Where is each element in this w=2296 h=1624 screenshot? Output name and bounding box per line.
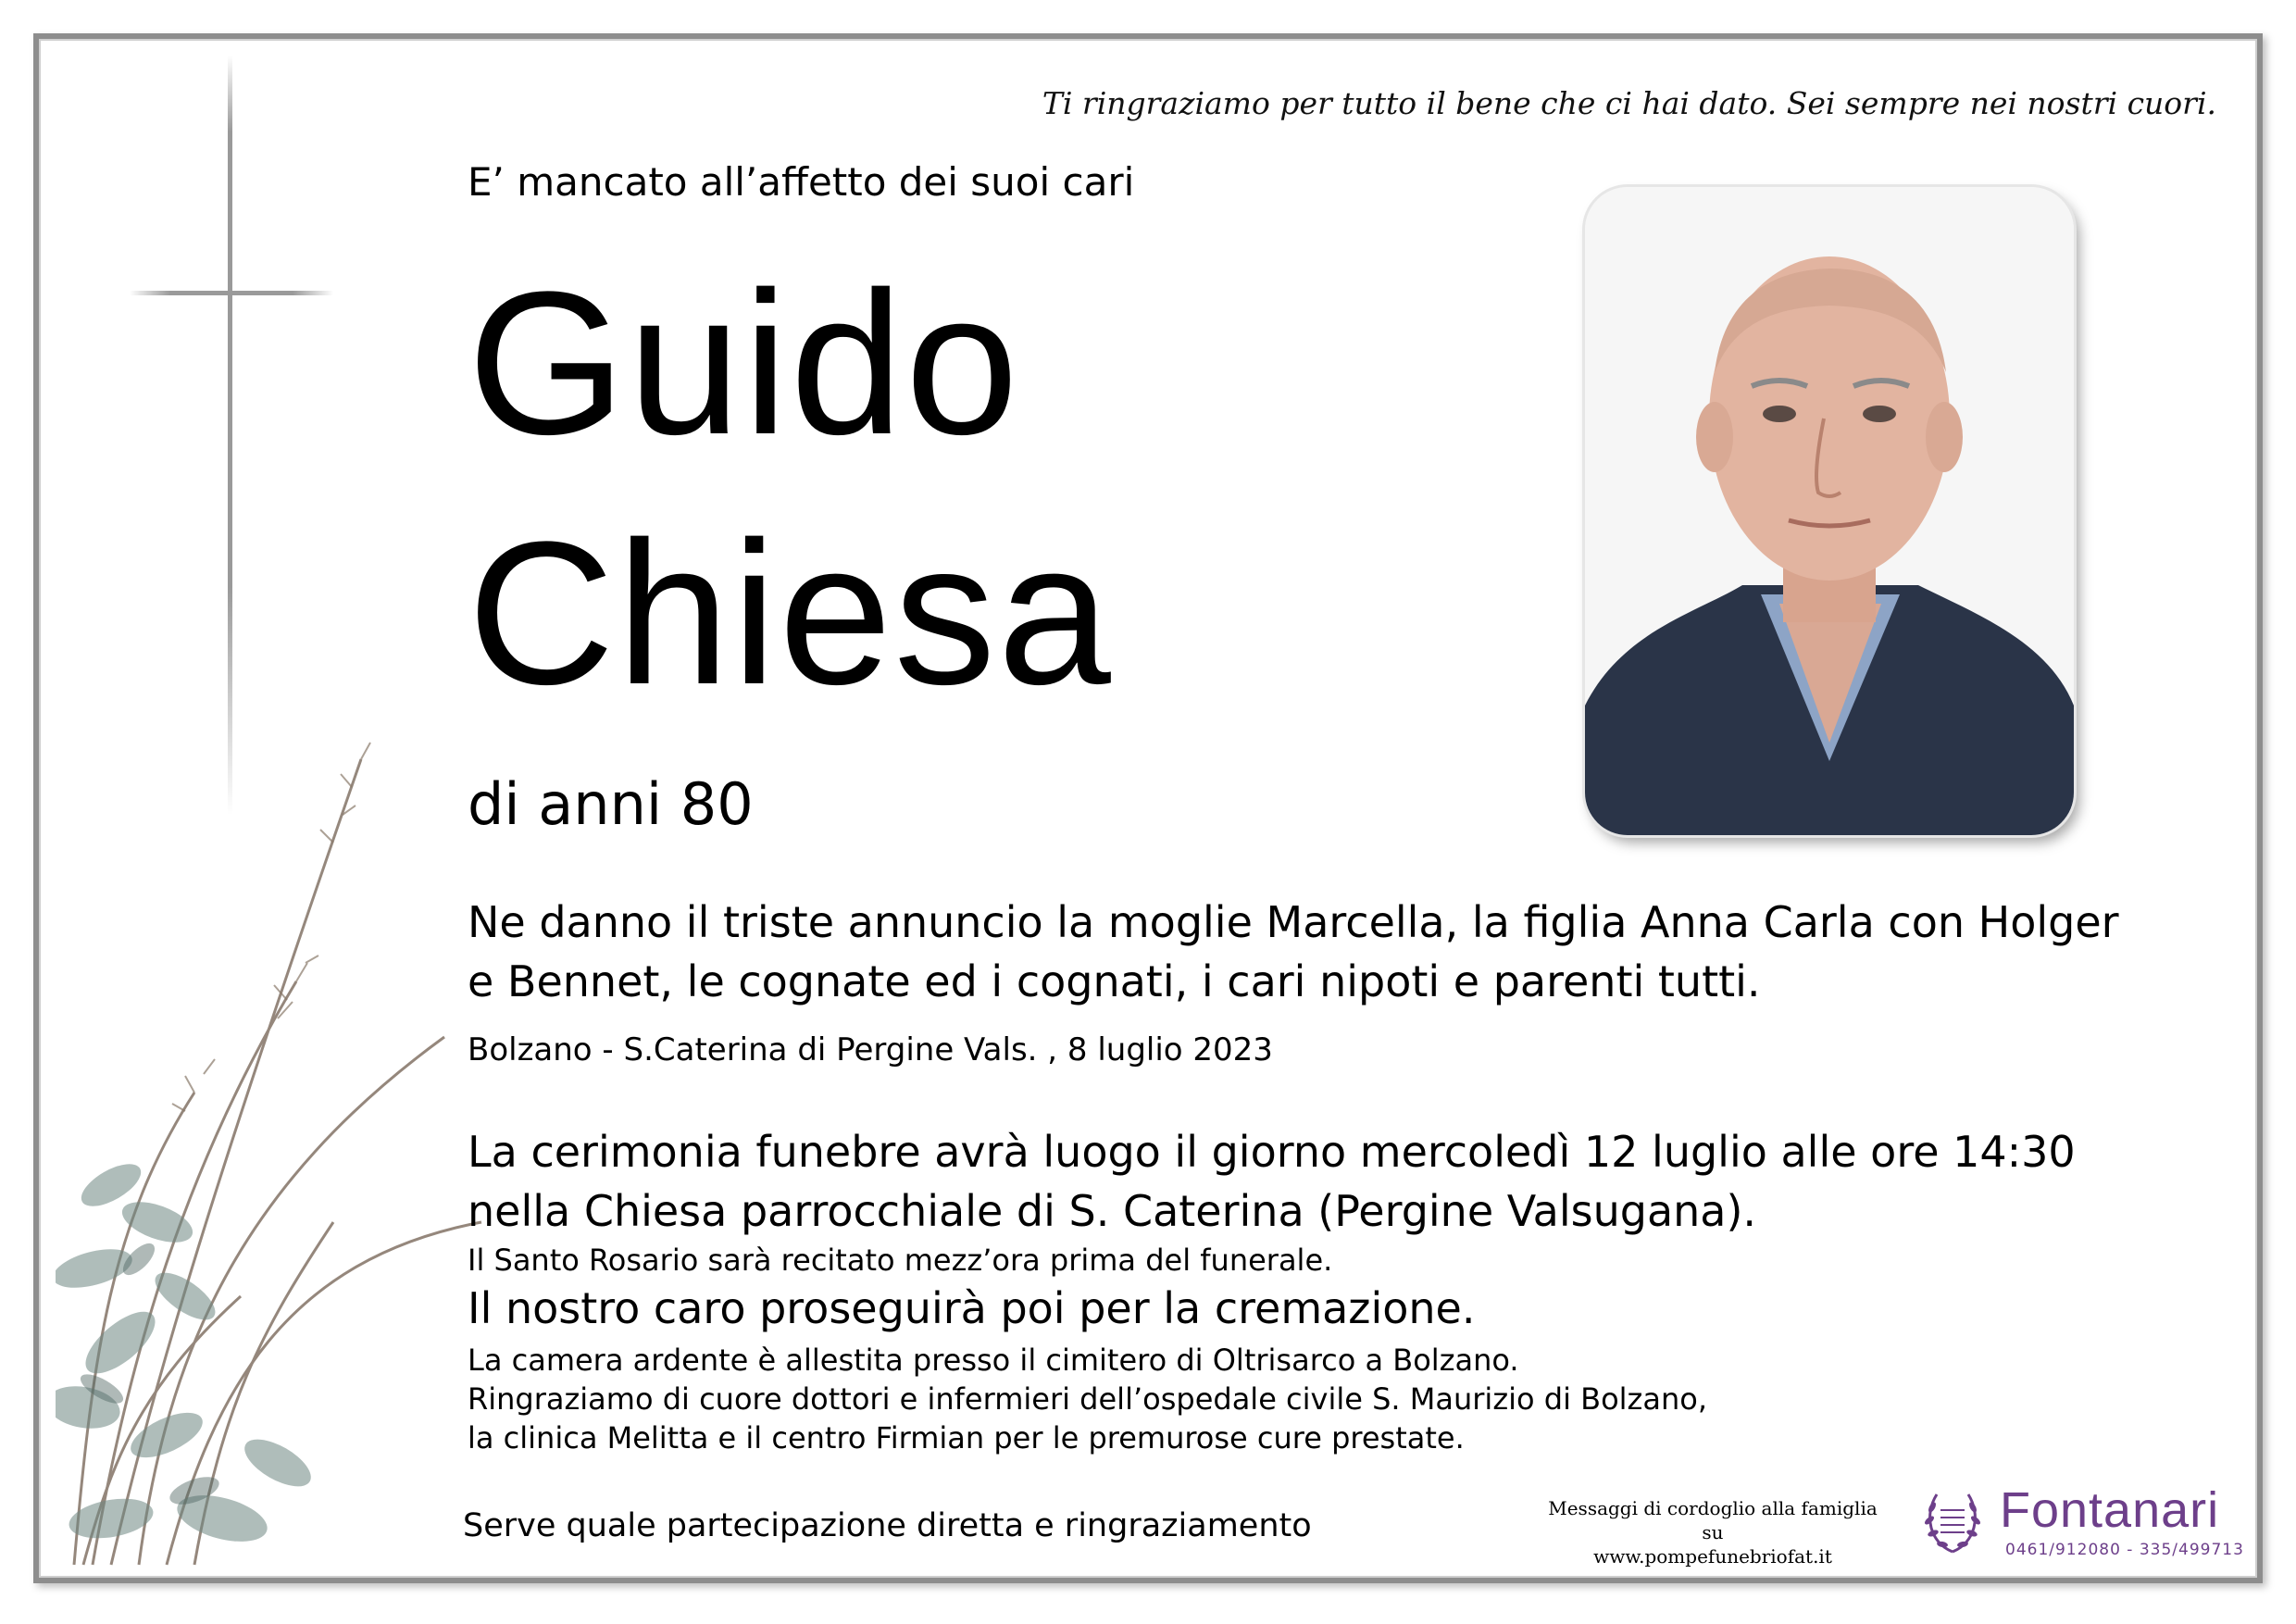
- announcement-line: Ne danno il triste annuncio la moglie Marcella, la figlia Anna Carla con Holger: [468, 897, 2119, 947]
- reed-plant-illustration: [56, 704, 500, 1574]
- ceremony-text: [468, 1122, 2076, 1241]
- notes-line: La camera ardente è allestita presso il cimitero di Oltrisarco a Bolzano.: [468, 1343, 1519, 1378]
- cremation-text: Il nostro caro proseguirà poi per la cremazione.: [468, 1283, 1476, 1333]
- condolence-message: [1537, 1496, 1889, 1568]
- first-name: Guido: [468, 249, 1021, 477]
- brand-phones: 0461/912080 - 335/499713: [2005, 1541, 2244, 1559]
- notes-line: Ringraziamo di cuore dottori e infermieri dell’ospedale civile S. Maurizio di Bolzano,: [468, 1381, 1707, 1417]
- portrait-photo: [1585, 187, 2074, 835]
- notes-line: la clinica Melitta e il centro Firmian per le premurose cure prestate.: [468, 1420, 1465, 1455]
- intro-text: E’ mancato all’affetto dei suoi cari: [468, 159, 1135, 205]
- condolence-line: Messaggi di cordoglio alla famiglia su: [1548, 1497, 1878, 1543]
- age-text: di anni 80: [468, 770, 754, 838]
- quote-text: Ti ringraziamo per tutto il bene che ci hai dato. Sei sempre nei nostri cuori.: [1042, 85, 2216, 121]
- place-date: Bolzano - S.Caterina di Pergine Vals. , 8 luglio 2023: [468, 1031, 1273, 1068]
- condolence-link[interactable]: www.pompefunebriofat.it: [1593, 1545, 1832, 1568]
- ceremony-line: nella Chiesa parrocchiale di S. Caterina (Pergine Valsugana).: [468, 1186, 1757, 1236]
- footer-text: Serve quale partecipazione diretta e ringraziamento: [463, 1507, 1312, 1544]
- last-name: Chiesa: [468, 499, 1113, 727]
- cross-icon: [228, 56, 232, 815]
- cross-icon-bar: [130, 291, 333, 295]
- ceremony-line: La cerimonia funebre avrà luogo il giorno mercoledì 12 luglio alle ore 14:30: [468, 1127, 2076, 1177]
- brand-name: Fontanari: [2000, 1482, 2220, 1538]
- laurel-wreath-logo: [1920, 1487, 1985, 1557]
- announcement-line: e Bennet, le cognate ed i cognati, i cari nipoti e parenti tutti.: [468, 956, 1761, 1006]
- rosary-text: Il Santo Rosario sarà recitato mezz’ora prima del funerale.: [468, 1243, 1333, 1278]
- announcement-text: [468, 893, 2119, 1011]
